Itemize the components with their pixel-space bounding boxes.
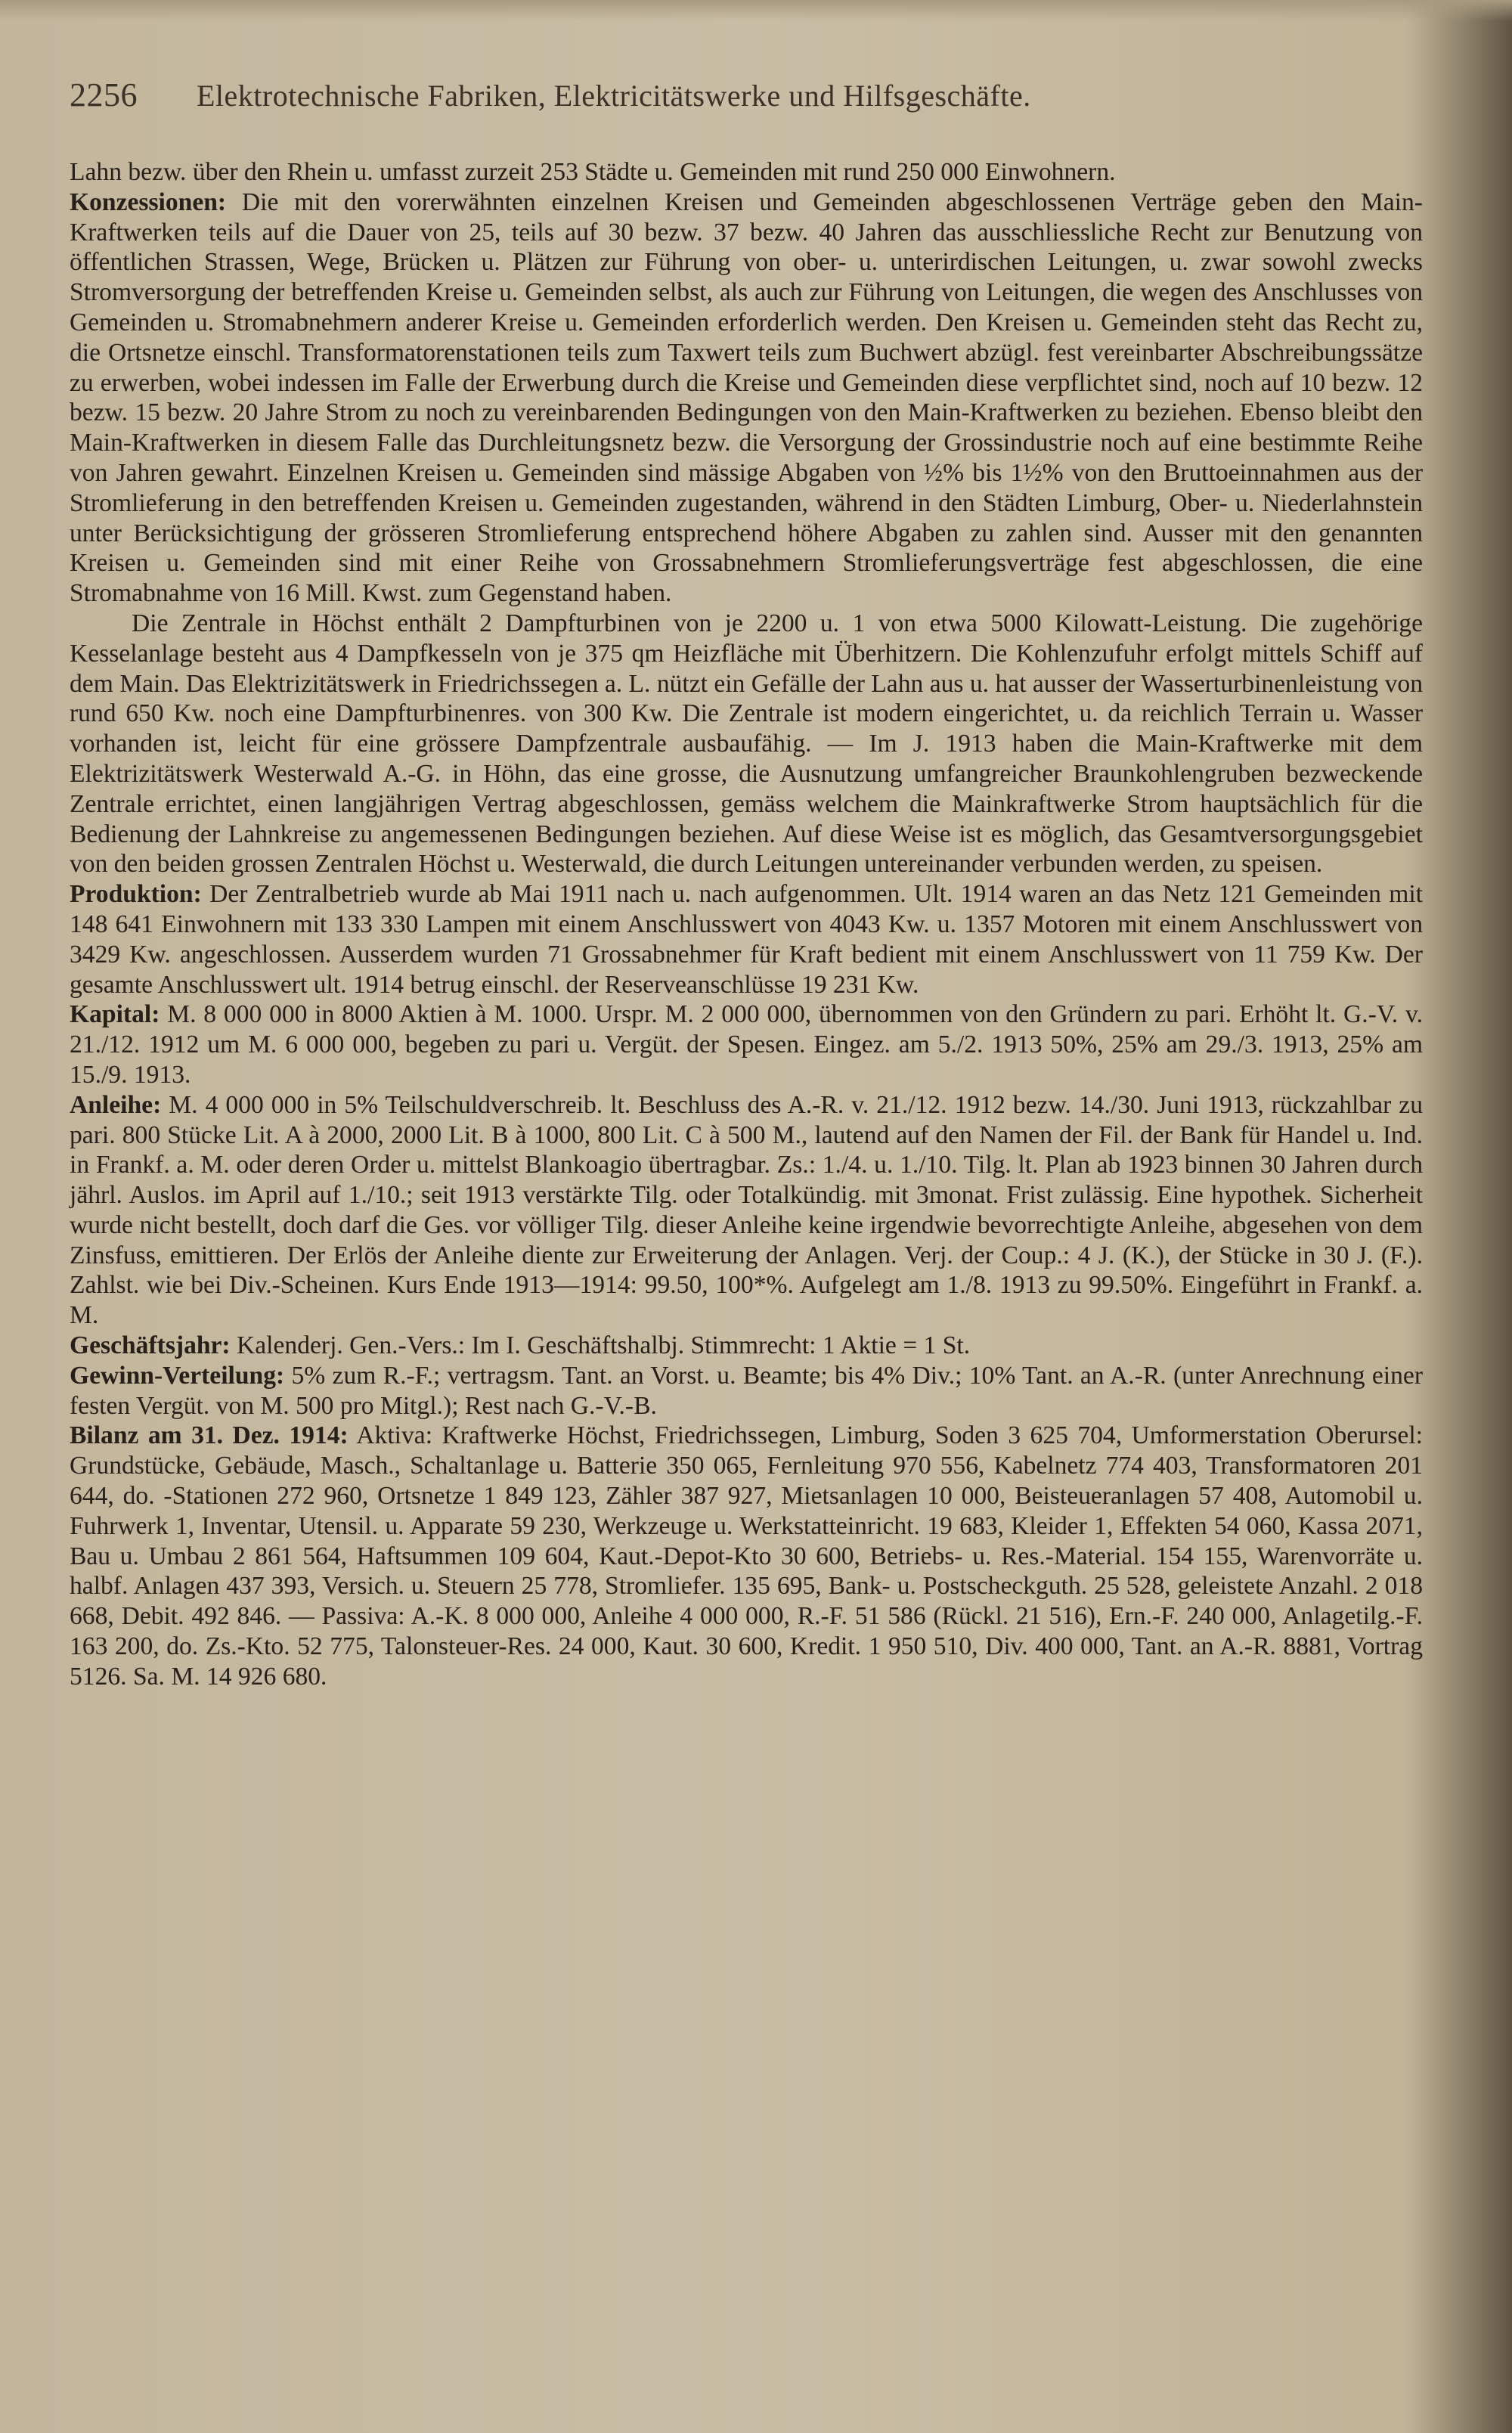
running-title: Elektrotechnische Fabriken, Elektricitätswerke und Hilfsgeschäfte. — [197, 79, 1031, 113]
section-lead: Bilanz am 31. Dez. 1914: — [70, 1421, 349, 1450]
text-column — [70, 157, 1423, 1692]
paragraph-kapital: Kapital: M. 8 000 000 in 8000 Aktien à M. 1000. Urspr. M. 2 000 000, übernommen von den Gründern zu pari. Erhöht lt. G.-V. v. 21./12. 1912 um M. 6 000 000, begeben zu pari u. Vergüt. der Spesen. Eingez. am 5./2. 1913 50%, 25% am 29./3. 1913, 25% am 15./9. 1913. — [70, 1000, 1423, 1089]
paragraph-anleihe: Anleihe: M. 4 000 000 in 5% Teilschuldverschreib. lt. Beschluss des A.-R. v. 21./12. 1912 bezw. 14./30. Juni 1913, rückzahlbar zu pari. 800 Stücke Lit. A à 2000, 2000 Lit. B à 1000, 800 Lit. C à 500 M., lautend auf den Namen der Fil. der Bank für Handel u. Ind. in Frankf. a. M. oder deren Order u. mittelst Blankoagio übertragbar. Zs.: 1./4. u. 1./10. Tilg. lt. Plan ab 1923 binnen 30 Jahren durch jährl. Auslos. im April auf 1./10.; seit 1913 verstärkte Tilg. oder Totalkündig. mit 3monat. Frist zulässig. Eine hypothek. Sicherheit wurde nicht bestellt, doch darf die Ges. vor völliger Tilg. dieser Anleihe keine irgendwie bevorrechtigte Anleihe, abgesehen von dem Zinsfuss, emittieren. Der Erlös der Anleihe diente zur Erweiterung der Anlagen. Verj. der Coup.: 4 J. (K.), der Stücke in 30 J. (F.). Zahlst. wie bei Div.-Scheinen. Kurs Ende 1913—1914: 99.50, 100*%. Aufgelegt am 1./8. 1913 zu 99.50%. Eingeführt in Frankf. a. M. — [70, 1090, 1423, 1330]
paragraph-zentrale: Die Zentrale in Höchst enthält 2 Dampfturbinen von je 2200 u. 1 von etwa 5000 Kilowatt-Leistung. Die zugehörige Kesselanlage besteht aus 4 Dampfkesseln von je 375 qm Heizfläche mit Überhitzern. Die Kohlenzufuhr erfolgt mittels Schiff auf dem Main. Das Elektrizitätswerk in Friedrichssegen a. L. nützt ein Gefälle der Lahn aus u. hat ausser der Wasserturbinenleistung von rund 650 Kw. noch eine Dampfturbinenres. von 300 Kw. Die Zentrale ist modern eingerichtet, u. da reichlich Terrain u. Wasser vorhanden ist, leicht für eine grössere Dampfzentrale ausbaufähig. — Im J. 1913 haben die Main-Kraftwerke mit dem Elektrizitätswerk Westerwald A.-G. in Höhn, das eine grosse, die Ausnutzung umfangreicher Braunkohlengruben bezweckende Zentrale errichtet, einen langjährigen Vertrag abgeschlossen, gemäss welchem die Mainkraftwerke Strom hauptsächlich für die Bedienung der Lahnkreise zu angemessenen Bedingungen beziehen. Auf diese Weise ist es möglich, das Gesamtversorgungsgebiet von den beiden grossen Zentralen Höchst u. Westerwald, die durch Leitungen untereinander verbunden werden, zu speisen. — [70, 609, 1423, 879]
paragraph-gewinn-verteilung: Gewinn-Verteilung: 5% zum R.-F.; vertragsm. Tant. an Vorst. u. Beamte; bis 4% Div.; 10% Tant. an A.-R. (unter Anrechnung einer festen Vergüt. von M. 500 pro Mitgl.); Rest nach G.-V.-B. — [70, 1361, 1423, 1420]
section-lead: Kapital: — [70, 1000, 160, 1029]
section-lead: Konzessionen: — [70, 188, 227, 216]
page-number: 2256 — [70, 76, 138, 113]
paragraph-geschaeftsjahr: Geschäftsjahr: Kalenderj. Gen.-Vers.: Im I. Geschäftshalbj. Stimmrecht: 1 Aktie = 1 St. — [70, 1331, 971, 1360]
paragraph-continuation: Lahn bezw. über den Rhein u. umfasst zurzeit 253 Städte u. Gemeinden mit rund 250 000 Einwohnern. — [70, 158, 1116, 186]
section-lead: Gewinn-Verteilung: — [70, 1361, 285, 1390]
section-lead: Anleihe: — [70, 1090, 162, 1119]
section-lead: Geschäftsjahr: — [70, 1331, 231, 1360]
paragraph-produktion: Produktion: Der Zentralbetrieb wurde ab Mai 1911 nach u. nach aufgenommen. Ult. 1914 waren an das Netz 121 Gemeinden mit 148 641 Einwohnern mit 133 330 Lampen mit einem Anschlusswert von 4043 Kw. u. 1357 Motoren mit einem Anschlusswert von 3429 Kw. angeschlossen. Ausserdem wurden 71 Grossabnehmer für Kraft bedient mit einem Anschlusswert von 11 759 Kw. Der gesamte Anschlusswert ult. 1914 betrug einschl. der Reserveanschlüsse 19 231 Kw. — [70, 880, 1423, 999]
paragraph-bilanz: Bilanz am 31. Dez. 1914: Aktiva: Kraftwerke Höchst, Friedrichssegen, Limburg, Soden 3 625 704, Umformerstation Oberursel: Grundstücke, Gebäude, Masch., Schaltanlage u. Batterie 350 065, Fernleitung 970 556, Kabelnetz 774 403, Transformatoren 201 644, do. -Stationen 272 960, Ortsnetze 1 849 123, Zähler 387 927, Mietsanlagen 10 000, Beisteueranlagen 57 408, Automobil u. Fuhrwerk 1, Inventar, Utensil. u. Apparate 59 230, Werkzeuge u. Werkstatteinricht. 19 683, Kleider 1, Effekten 54 060, Kassa 2071, Bau u. Umbau 2 861 564, Haftsummen 109 604, Kaut.-Depot-Kto 30 600, Betriebs- u. Res.-Material. 154 155, Warenvorräte u. halbf. Anlagen 437 393, Versich. u. Steuern 25 778, Stromliefer. 135 695, Bank- u. Postscheckguth. 25 528, geleistete Anzahl. 2 018 668, Debit. 492 846. — Passiva: A.-K. 8 000 000, Anleihe 4 000 000, R.-F. 51 586 (Rückl. 21 516), Ern.-F. 240 000, Anlagetilg.-F. 163 200, do. Zs.-Kto. 52 775, Talonsteuer-Res. 24 000, Kaut. 30 600, Kredit. 1 950 510, Div. 400 000, Tant. an A.-R. 8881, Vortrag 5126. Sa. M. 14 926 680. — [70, 1421, 1423, 1691]
section-lead: Produktion: — [70, 880, 202, 909]
running-header — [70, 76, 1385, 121]
paragraph-konzessionen: Konzessionen: Die mit den vorerwähnten einzelnen Kreisen und Gemeinden abgeschlossenen Verträge geben den Main-Kraftwerken teils auf die Dauer von 25, teils auf 30 bezw. 37 bezw. 40 Jahren das ausschliessliche Recht zur Benutzung von öffentlichen Strassen, Wege, Brücken u. Plätzen zur Führung von ober- u. unterirdischen Leitungen, u. zwar sowohl zwecks Stromversorgung der betreffenden Kreise u. Gemeinden selbst, als auch zur Führung von Leitungen, die wegen des Anschlusses von Gemeinden u. Stromabnehmern anderer Kreise u. Gemeinden erforderlich werden. Den Kreisen u. Gemeinden steht das Recht zu, die Ortsnetze einschl. Transformatorenstationen teils zum Taxwert teils zum Buchwert abzügl. fest vereinbarter Abschreibungssätze zu erwerben, wobei indessen im Falle der Erwerbung durch die Kreise und Gemeinden diese verpflichtet sind, noch auf 10 bezw. 12 bezw. 15 bezw. 20 Jahre Strom zu noch zu vereinbarenden Bedingungen von den Main-Kraftwerken zu beziehen. Ebenso bleibt den Main-Kraftwerken in diesem Falle das Durchleitungsnetz bezw. die Versorgung der Grossindustrie noch auf eine bestimmte Reihe von Jahren gewahrt. Einzelnen Kreisen u. Gemeinden sind mässige Abgaben von ½% bis 1½% von den Bruttoeinnahmen aus der Stromlieferung in den betreffenden Kreisen u. Gemeinden zugestanden, während in den Städten Limburg, Ober- u. Niederlahnstein unter Berücksichtigung der grösseren Stromlieferung entsprechend höhere Abgaben zu zahlen sind. Ausser mit den genannten Kreisen u. Gemeinden sind mit einer Reihe von Grossabnehmern Stromlieferungsverträge fest abgeschlossen, die eine Stromabnahme von 16 Mill. Kwst. zum Gegenstand haben. — [70, 188, 1423, 608]
